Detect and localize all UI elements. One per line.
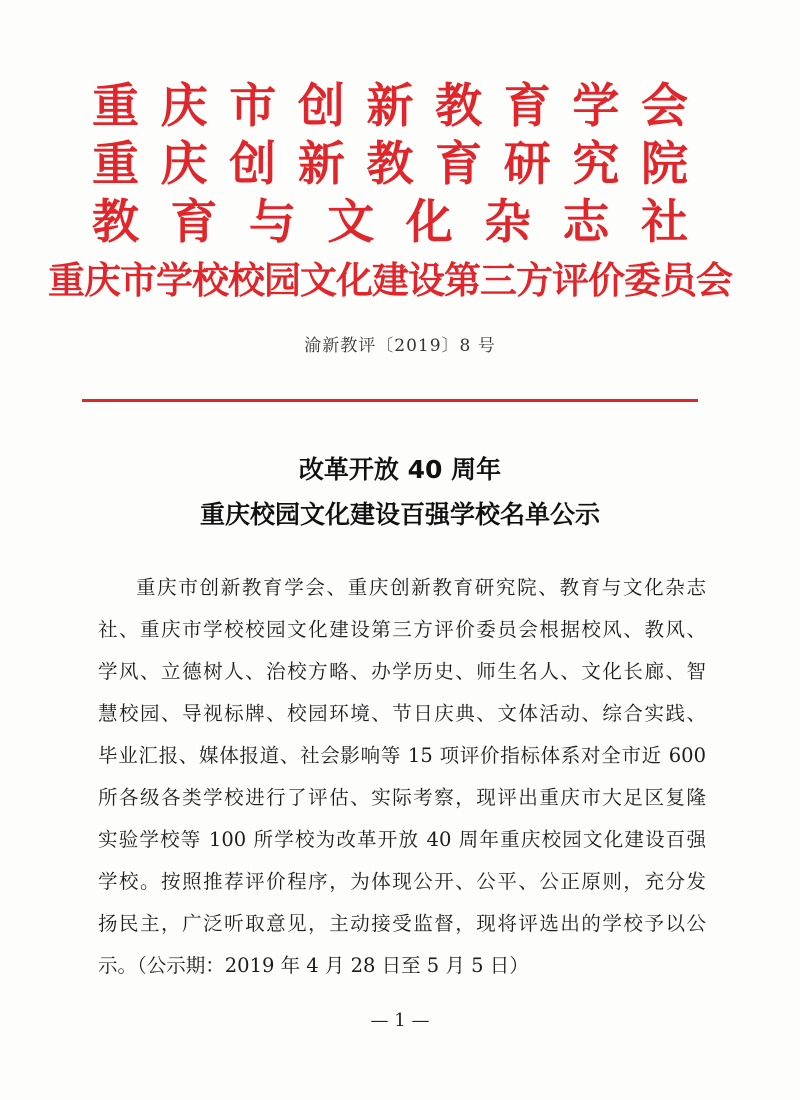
page-number: — 1 — [370, 1010, 430, 1031]
body-line: 示。（公示期：2019 年 4 月 28 日至 5 月 5 日） [98, 954, 529, 977]
org-char: 文 [327, 195, 375, 250]
body-line: 毕业汇报、媒体报道、社会影响等 15 项评价指标体系对全市近 600 [98, 744, 706, 767]
org-char: 教 [92, 195, 139, 250]
body-line: 社、重庆市学校校园文化建设第三方评价委员会根据校风、教风、 [98, 618, 706, 641]
org-char: 新 [297, 137, 345, 192]
body-line: 扬民主，广泛听取意见，主动接受监督，现将评选出的学校予以公 [98, 912, 706, 935]
body-line: 实验学校等 100 所学校为改革开放 40 周年重庆校园文化建设百强 [98, 828, 706, 851]
org-char: 教 [435, 79, 483, 134]
body-line: 学校。按照推荐评价程序，为体现公开、公平、公正原则，充分发 [98, 870, 706, 893]
org-char: 育 [435, 137, 483, 192]
org-char: 会 [641, 79, 688, 134]
org-line-1 [92, 78, 688, 136]
org-char: 育 [170, 195, 218, 250]
org-char: 育 [503, 79, 551, 134]
org-char: 究 [572, 137, 620, 192]
document-title-line-2: 重庆校园文化建设百强学校名单公示 [199, 500, 600, 529]
org-char: 重 [92, 79, 139, 134]
org-char: 创 [297, 79, 345, 134]
org-name: 重庆市学校校园文化建设第三方评价委员会 [48, 259, 732, 302]
org-line-4 [48, 252, 732, 310]
org-char: 教 [366, 137, 414, 192]
org-char: 市 [229, 79, 277, 134]
org-char: 与 [248, 195, 296, 250]
org-char: 重 [92, 137, 139, 192]
body-line: 学风、立德树人、治校方略、办学历史、师生名人、文化长廊、智 [98, 660, 706, 683]
org-char: 庆 [160, 79, 208, 134]
org-char: 创 [229, 137, 277, 192]
org-char: 新 [366, 79, 414, 134]
org-char: 杂 [484, 195, 532, 250]
org-char: 院 [641, 137, 688, 192]
org-char: 社 [640, 195, 688, 250]
org-char: 研 [503, 137, 551, 192]
org-line-2 [92, 136, 688, 194]
org-line-3 [92, 194, 688, 252]
org-char: 化 [405, 195, 453, 250]
org-char: 庆 [160, 137, 208, 192]
document-number: 渝新教评〔2019〕8 号 [304, 336, 496, 356]
body-line: 所各级各类学校进行了评估、实际考察，现评出重庆市大足区复隆 [98, 786, 706, 809]
body-line: 重庆市创新教育学会、重庆创新教育研究院、教育与文化杂志 [136, 576, 706, 599]
document-title-line-1: 改革开放 40 周年 [298, 455, 502, 484]
org-char: 志 [562, 195, 610, 250]
red-divider [82, 399, 698, 402]
body-line: 慧校园、导视标牌、校园环境、节日庆典、文体活动、综合实践、 [98, 702, 706, 725]
org-char: 学 [572, 79, 620, 134]
